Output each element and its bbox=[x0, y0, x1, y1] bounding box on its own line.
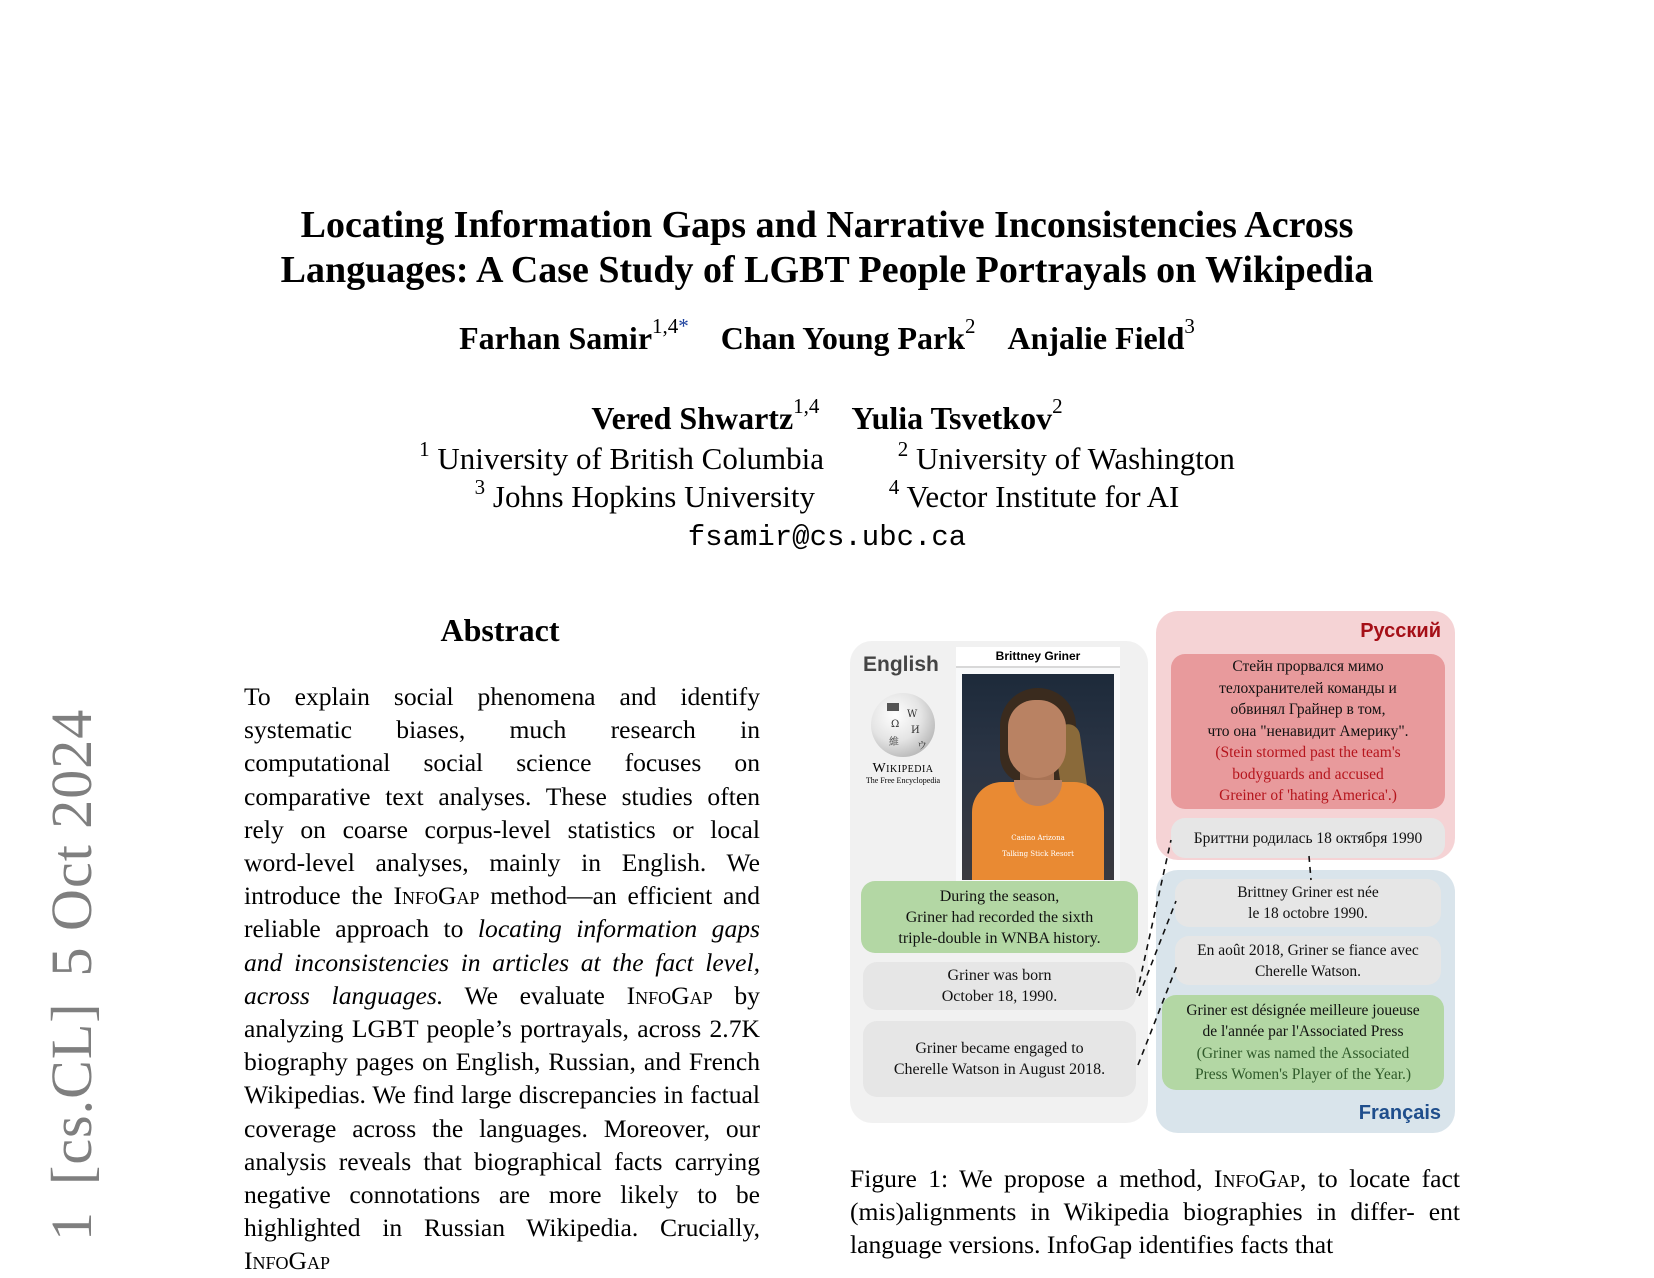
french-label: Français bbox=[1358, 1102, 1441, 1124]
figure-caption: Figure 1: We propose a method, InfoGap, to locate fact (mis)alignments in Wikipedia biographies in differ- ent language versions. InfoGap identifies facts that bbox=[850, 1164, 1461, 1260]
affiliation: $^1$ University of British Columbia bbox=[419, 437, 824, 476]
infobox bbox=[956, 647, 1120, 881]
author: Vered Shwartz$^{1,4}$ bbox=[591, 394, 820, 436]
fact-box-aligned: Griner was born October 18, 1990. bbox=[863, 962, 1136, 1010]
figure-1 bbox=[850, 608, 1455, 1135]
paper-title bbox=[0, 203, 1654, 293]
author: Anjalie Field$^3$ bbox=[1007, 314, 1195, 356]
wikipedia-tagline: The Free Encyclopedia bbox=[865, 776, 941, 785]
translation: bodyguards and accused bbox=[1232, 765, 1384, 783]
fact-box-aligned: Griner became engaged to Cherelle Watson in August 2018. bbox=[863, 1021, 1136, 1097]
portrait-photo: Casino Arizona Talking Stick Resort bbox=[962, 674, 1114, 880]
arxiv-date: 5 Oct 2024 bbox=[39, 708, 104, 977]
arxiv-category: [cs.CL] bbox=[39, 1002, 104, 1185]
french-panel bbox=[1156, 870, 1455, 1133]
method-name: InfoGap bbox=[393, 881, 480, 911]
fact-box-unaligned: Griner est désignée meilleure joueuse de l'année par l'Associated Press (Griner was named the Associated Press Women's Player of the Year.) bbox=[1162, 995, 1444, 1090]
method-name: InfoGap bbox=[626, 980, 713, 1010]
arxiv-id-fragment: 1 bbox=[39, 1211, 104, 1241]
title-line-1: Locating Information Gaps and Narrative Inconsistencies Across bbox=[300, 204, 1354, 246]
russian-label: Русский bbox=[1360, 620, 1441, 642]
method-name: InfoGap bbox=[244, 1246, 331, 1276]
corresponding-author-mark[interactable]: * bbox=[678, 314, 689, 338]
author-row-1 bbox=[0, 314, 1654, 357]
fact-box-unaligned: During the season, Griner had recorded the sixth triple-double in WNBA history. bbox=[861, 881, 1138, 953]
affiliation: $^2$ University of Washington bbox=[897, 437, 1235, 476]
author: Farhan Samir$^{1,4*}$ bbox=[459, 314, 689, 356]
english-label: English bbox=[863, 653, 939, 676]
russian-panel bbox=[1156, 611, 1455, 860]
affiliation: $^4$ Vector Institute for AI bbox=[888, 475, 1180, 514]
translation: (Stein stormed past the team's bbox=[1215, 744, 1401, 762]
wikipedia-globe-icon: Ω W И 維 ウ bbox=[871, 693, 935, 757]
author: Yulia Tsvetkov$^2$ bbox=[851, 394, 1063, 436]
translation: Greiner of 'hating America'.) bbox=[1219, 787, 1397, 805]
fact-box-aligned: Brittney Griner est née le 18 octobre 1990. bbox=[1175, 879, 1441, 927]
method-name: InfoGap bbox=[1213, 1164, 1300, 1193]
affiliation-row-1 bbox=[0, 437, 1654, 477]
abstract-body: To explain social phenomena and identify systematic biases, much research in computational social science focuses on comparative text analyses. These studies often rely on coarse corpus-level statistics or local word-level analyses, mainly in English. We introduce the InfoGap method—an efficient and reliable approach to locating information gaps and inconsistencies in articles at the fact level, across languages. We evaluate InfoGap by analyzing LGBT people’s portrayals, across 2.7K biography pages on English, Russian, and French Wikipedias. We find large discrepancies in factual coverage across the languages. Moreover, our analysis reveals that biographical facts carrying negative connotations are more likely to be highlighted in Russian Wikipedia. Crucially, InfoGap bbox=[244, 682, 760, 1276]
abstract-heading: Abstract bbox=[440, 612, 560, 648]
english-panel bbox=[850, 641, 1148, 1123]
title-line-2: Languages: A Case Study of LGBT People Portrayals on Wikipedia bbox=[280, 249, 1374, 291]
wikipedia-logo bbox=[860, 693, 946, 785]
fact-box-aligned: Бриттни родилась 18 октября 1990 bbox=[1171, 818, 1445, 858]
wikipedia-wordmark: Wikipedia bbox=[872, 761, 934, 776]
fact-box-unaligned: Стейн прорвался мимо телохранителей команды и обвинял Грайнер в том, что она "ненавидит Америку". (Stein stormed past the team's bodyguards and accused Greiner of 'hating America'.) bbox=[1171, 654, 1445, 809]
infobox-title: Brittney Griner bbox=[956, 647, 1120, 668]
affiliation-row-2 bbox=[0, 475, 1654, 515]
contact-email[interactable]: fsamir@cs.ubc.ca bbox=[687, 521, 967, 554]
arxiv-stamp bbox=[38, 683, 105, 1241]
translation: (Griner was named the Associated bbox=[1196, 1044, 1410, 1062]
affiliation: $^3$ Johns Hopkins University bbox=[474, 475, 815, 514]
fact-box-aligned: En août 2018, Griner se fiance avec Cherelle Watson. bbox=[1175, 936, 1441, 985]
translation: Press Women's Player of the Year.) bbox=[1194, 1066, 1412, 1083]
author: Chan Young Park$^2$ bbox=[720, 314, 976, 356]
author-row-2 bbox=[0, 394, 1654, 437]
